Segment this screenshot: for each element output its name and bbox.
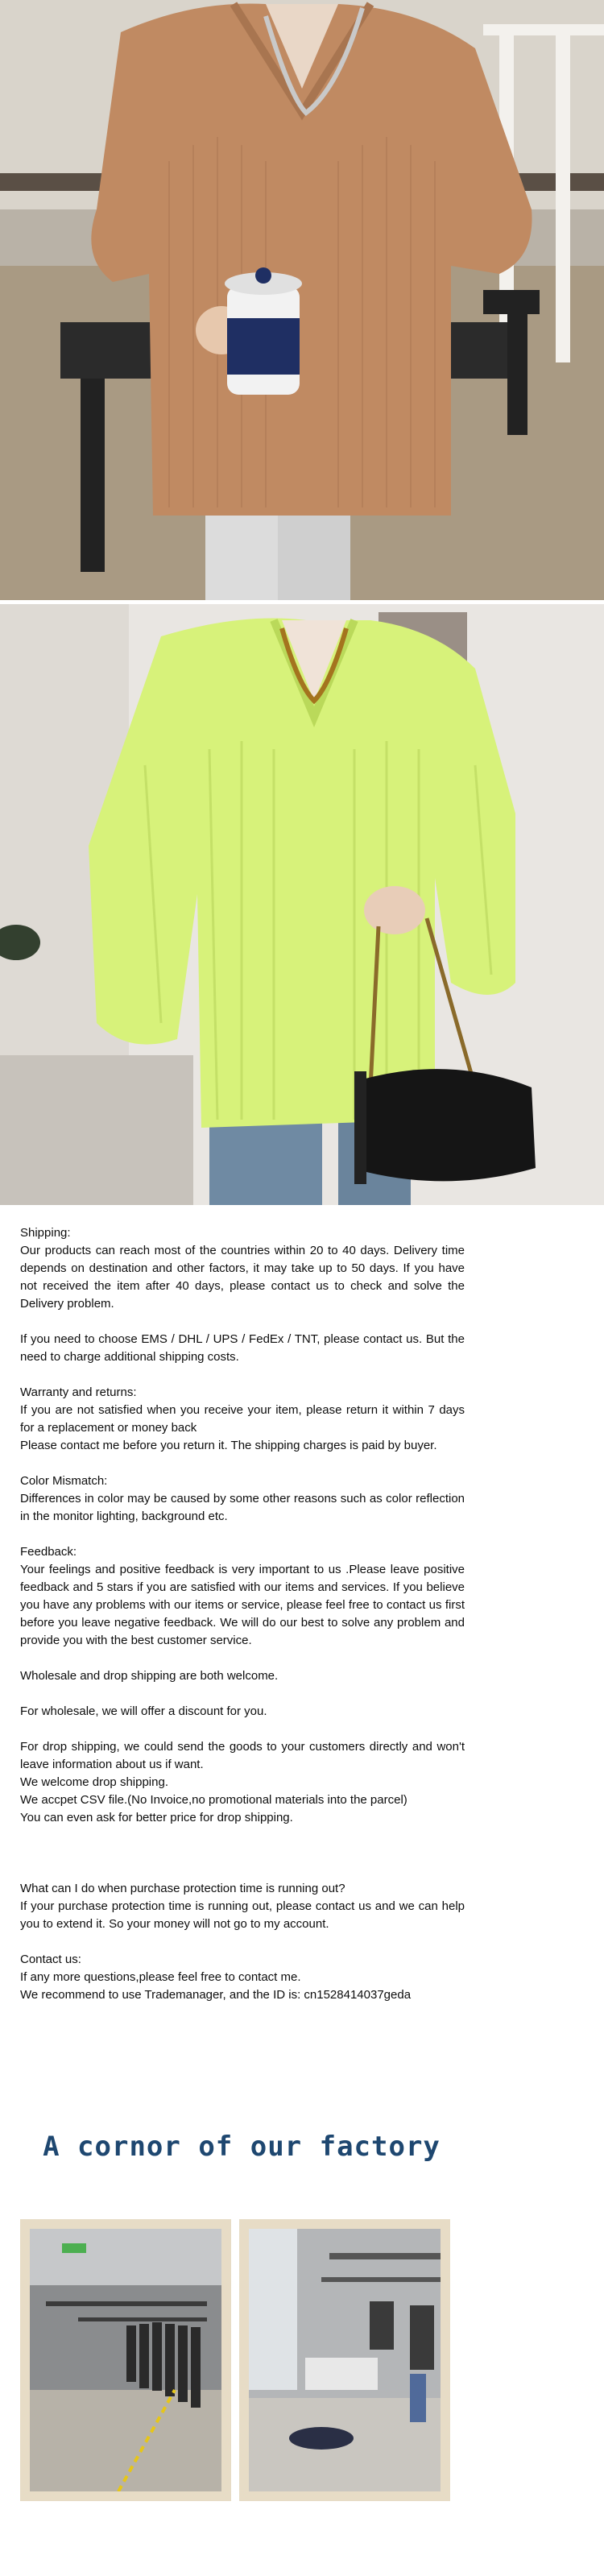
workshop-illustration xyxy=(249,2229,441,2491)
camel-sweater-illustration xyxy=(0,0,604,600)
factory-title: A cornor of our factory xyxy=(43,2131,441,2163)
dropship-line-4: You can even ask for better price for drop shipping. xyxy=(20,1811,293,1824)
lime-sweater-illustration xyxy=(0,604,604,1205)
contact-line-1: If any more questions,please feel free to contact me. xyxy=(20,1970,301,1984)
returns-heading: Warranty and returns: xyxy=(20,1385,137,1399)
shipping-text: Our products can reach most of the countries within 20 to 40 days. Delivery time depends on destination and other factors, it may take up to 50 days. If you have not received the item after 40 days, please contact us to check and solve the Delivery problem. xyxy=(20,1244,465,1311)
color-heading: Color Mismatch: xyxy=(20,1474,108,1488)
protection-text: If your purchase protection time is running out, please contact us and we can help you to extend it. So your money will not go to my account. xyxy=(20,1899,465,1931)
warehouse-illustration xyxy=(30,2229,221,2491)
protection-heading: What can I do when purchase protection time is running out? xyxy=(20,1882,345,1895)
wholesale-section xyxy=(20,1667,465,1685)
contact-line-2: We recommend to use Trademanager, and the ID is: cn1528414037geda xyxy=(20,1988,412,2002)
returns-line-1: If you are not satisfied when you receive your item, please return it within 7 days for a replacement or money back xyxy=(20,1403,465,1435)
store-info xyxy=(20,1224,465,2022)
factory-photo-warehouse xyxy=(20,2219,231,2501)
factory-photo-workshop xyxy=(239,2219,450,2501)
contact-section xyxy=(20,1951,465,2004)
shipping-section xyxy=(20,1224,465,1313)
dropship-line-1: For drop shipping, we could send the goods to your customers directly and won't leave information about us if want. xyxy=(20,1740,465,1771)
protection-section xyxy=(20,1880,465,1933)
returns-section xyxy=(20,1384,465,1455)
section-spacer xyxy=(20,1845,465,1880)
color-text: Differences in color may be caused by some other reasons such as color reflection in the monitor lighting, background etc. xyxy=(20,1492,465,1523)
express-section xyxy=(20,1331,465,1366)
feedback-section xyxy=(20,1543,465,1650)
contact-heading: Contact us: xyxy=(20,1953,81,1966)
dropship-line-3: We accpet CSV file.(No Invoice,no promotional materials into the parcel) xyxy=(20,1793,407,1807)
express-text: If you need to choose EMS / DHL / UPS / FedEx / TNT, please contact us. But the need to charge additional shipping costs. xyxy=(20,1332,465,1364)
wholesale-text: Wholesale and drop shipping are both welcome. xyxy=(20,1669,279,1683)
shipping-heading: Shipping: xyxy=(20,1226,71,1240)
discount-text: For wholesale, we will offer a discount for you. xyxy=(20,1704,267,1718)
product-photo-lime-sweater xyxy=(0,604,604,1205)
feedback-heading: Feedback: xyxy=(20,1545,77,1559)
dropship-section xyxy=(20,1738,465,1827)
product-photo-camel-sweater xyxy=(0,0,604,600)
dropship-line-2: We welcome drop shipping. xyxy=(20,1775,168,1789)
discount-section xyxy=(20,1703,465,1721)
returns-line-2: Please contact me before you return it. The shipping charges is paid by buyer. xyxy=(20,1439,437,1452)
color-section xyxy=(20,1472,465,1526)
feedback-text: Your feelings and positive feedback is very important to us .Please leave positive feedback and 5 stars if you are satisfied with our items and services. If you believe you have any problems with our items or service, please feel free to contact us first before you leave negative feedback. We will do our best to solve any problem and provide you with the best customer service. xyxy=(20,1563,465,1647)
